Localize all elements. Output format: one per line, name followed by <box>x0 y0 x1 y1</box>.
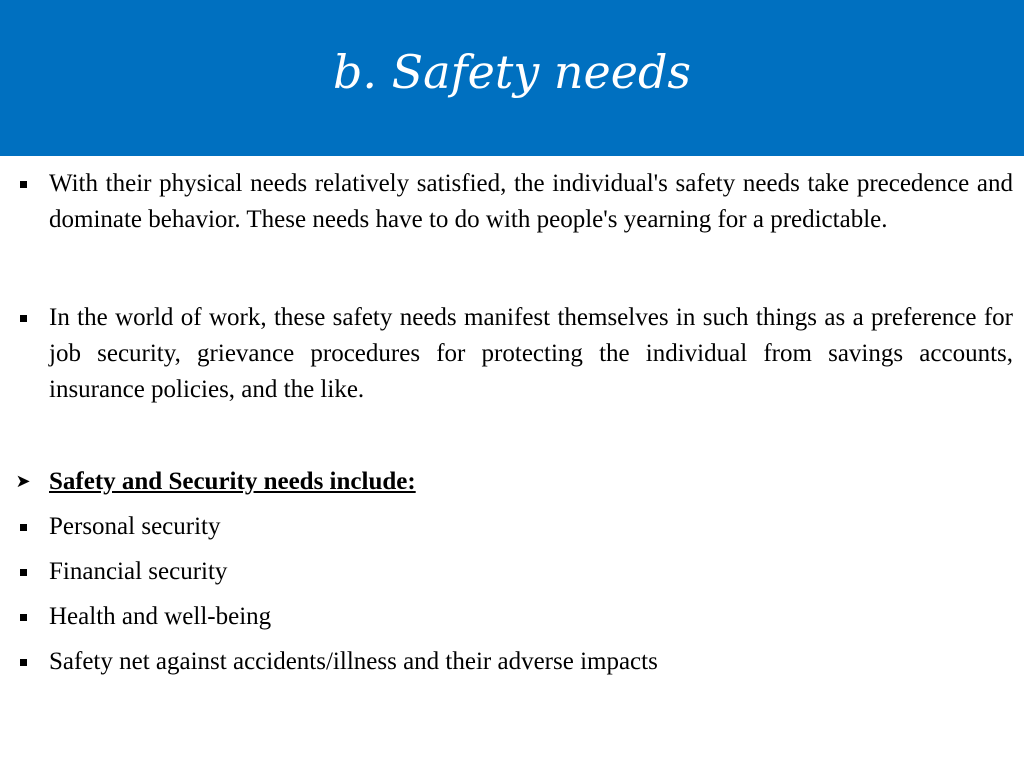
square-bullet-icon <box>16 166 30 202</box>
list-heading-text: Safety and Security needs include: <box>49 468 416 495</box>
list-item-text: Personal security <box>49 513 221 540</box>
square-bullet-icon <box>16 554 30 590</box>
list-item-text: Safety net against accidents/illness and their adverse impacts <box>49 648 658 675</box>
slide-title: b. Safety needs <box>332 45 692 99</box>
square-bullet-icon <box>16 300 30 336</box>
list-heading <box>0 464 1024 500</box>
arrow-bullet-icon: ➤ <box>15 471 31 492</box>
title-bar <box>0 0 1024 156</box>
slide-content <box>0 166 1024 680</box>
paragraph-bullet <box>0 300 1024 408</box>
paragraph-text: With their physical needs relatively satisfied, the individual's safety needs take precedence and dominate behavior. These needs have to do with people's yearning for a predictable. <box>49 170 1013 233</box>
list-item-text: Financial security <box>49 558 228 585</box>
paragraph-text: In the world of work, these safety needs manifest themselves in such things as a preference for job security, grievance procedures for protecting the individual from savings accounts, insurance policies, and the like. <box>49 304 1013 403</box>
square-bullet-icon <box>16 599 30 635</box>
list-item <box>0 509 1024 545</box>
list-item <box>0 554 1024 590</box>
square-bullet-icon <box>16 644 30 680</box>
list-item <box>0 644 1024 680</box>
paragraph-bullet <box>0 166 1024 238</box>
list-item-text: Health and well-being <box>49 603 272 630</box>
square-bullet-icon <box>16 509 30 545</box>
list-item <box>0 599 1024 635</box>
